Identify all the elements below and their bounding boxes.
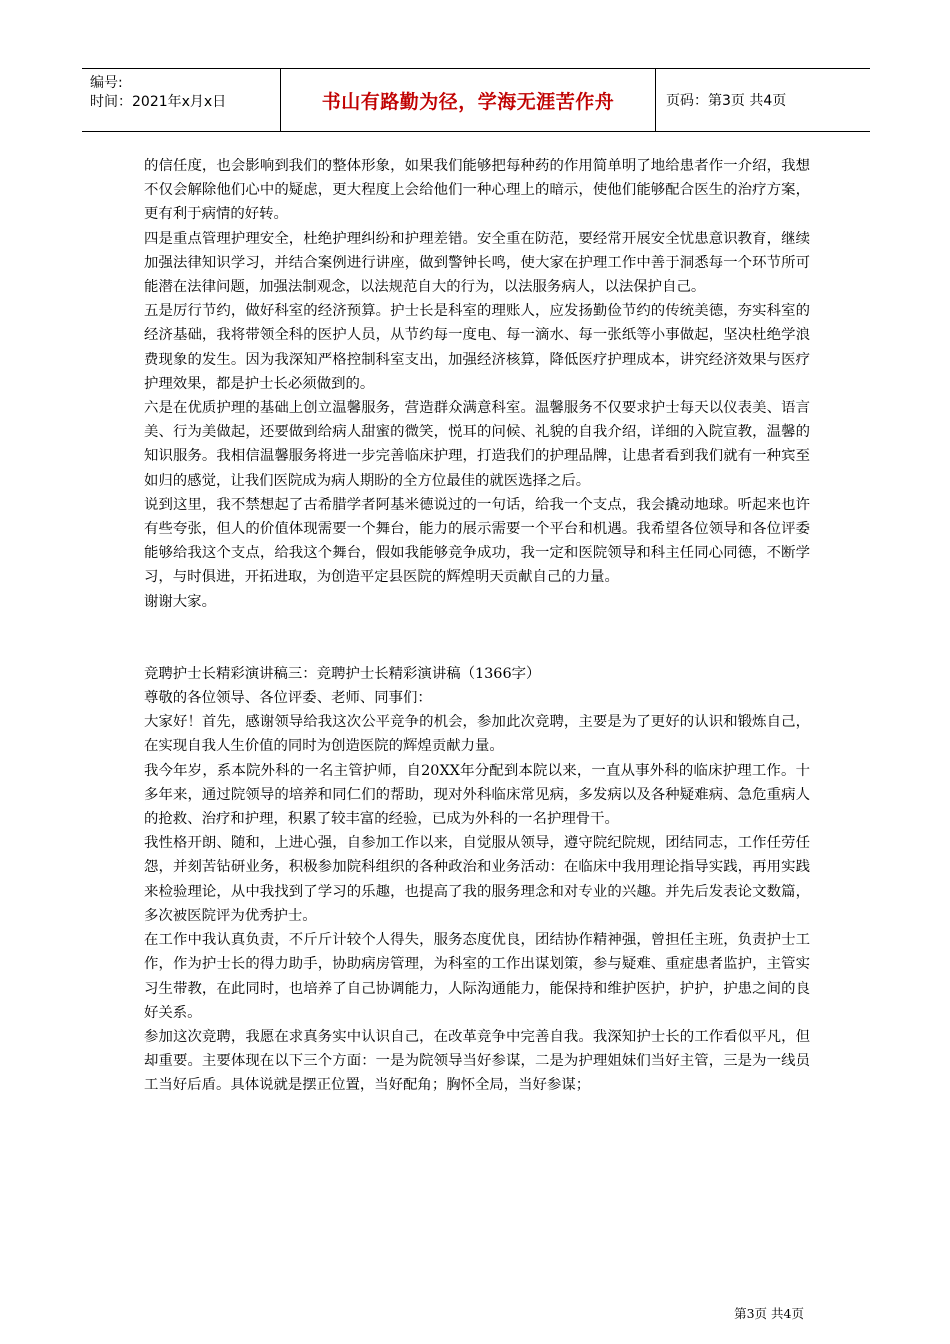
page-footer: 第3页 共4页: [734, 1306, 804, 1321]
document-number-label: 编号:: [90, 75, 123, 91]
body-paragraph: 大家好！首先，感谢领导给我这次公平竞争的机会，参加此次竞聘，主要是为了更好的认识和锻炼自己，在实现自我人生价值的同时为创造医院的辉煌贡献力量。: [144, 714, 810, 755]
section-title: 竞聘护士长精彩演讲稿三：竞聘护士长精彩演讲稿（1366字）: [144, 665, 541, 682]
body-paragraph: 我今年岁，系本院外科的一名主管护师，自20XX年分配到本院以来，一直从事外科的临床护理工作。十多年来，通过院领导的培养和同仁们的帮助，现对外科临床常见病，多发病以及各种疑难病、急危重病人的抢救、治疗和护理，积累了较丰富的经验，已成为外科的一名护理骨干。: [144, 762, 810, 828]
section-spacer: [144, 614, 810, 662]
body-paragraph: 说到这里，我不禁想起了古希腊学者阿基米德说过的一句话，给我一个支点，我会撬动地球。听起来也许有些夸张，但人的价值体现需要一个舞台，能力的展示需要一个平台和机遇。我希望各位领导和各位评委能够给我这个支点，给我这个舞台，假如我能够竞争成功，我一定和医院领导和科主任同心同德，不断学习，与时俱进，开拓进取，为创造平定县医院的辉煌明天贡献自己的力量。: [144, 496, 810, 586]
body-paragraph: 参加这次竞聘，我愿在求真务实中认识自己，在改革竞争中完善自我。我深知护士长的工作看似平凡，但却重要。主要体现在以下三个方面：一是为院领导当好参谋，二是为护理姐妹们当好主管，三是为一线员工当好后盾。具体说就是摆正位置，当好配角；胸怀全局，当好参谋；: [144, 1028, 810, 1094]
closing-paragraph: 谢谢大家。: [144, 593, 216, 610]
header-motto: 书山有路勤为径，学海无涯苦作舟: [281, 69, 656, 131]
header-page-cell: [656, 69, 870, 131]
document-body: [144, 154, 810, 1098]
body-paragraph: 的信任度，也会影响到我们的整体形象，如果我们能够把每种药的作用简单明了地给患者作一介绍，我想不仅会解除他们心中的疑虑，更大程度上会给他们一种心理上的暗示，使他们能够配合医生的治疗方案，更有利于病情的好转。: [144, 158, 810, 223]
document-date-label: 时间：2021年x月x日: [90, 94, 227, 110]
body-paragraph: 在工作中我认真负责，不斤斤计较个人得失，服务态度优良，团结协作精神强，曾担任主班，负责护士工作，作为护士长的得力助手，协助病房管理，为科室的工作出谋划策，参与疑难、重症患者监护，主管实习生带教，在此同时，也培养了自己协调能力，人际沟通能力，能保持和维护医护，护护，护患之间的良好关系。: [144, 932, 810, 1021]
body-paragraph: 五是厉行节约，做好科室的经济预算。护士长是科室的理账人，应发扬勤俭节约的传统美德，夯实科室的经济基础，我将带领全科的医护人员，从节约每一度电、每一滴水、每一张纸等小事做起，坚决杜绝学浪费现象的发生。因为我深知严格控制科室支出，加强经济核算，降低医疗护理成本，讲究经济效果与医疗护理效果，都是护士长必须做到的。: [144, 303, 810, 392]
header-info-cell: [82, 69, 281, 131]
header-page-number: 页码：第3页 共4页: [666, 93, 787, 109]
body-paragraph: 我性格开朗、随和，上进心强，自参加工作以来，自觉服从领导，遵守院纪院规，团结同志，工作任劳任怨，并刻苦钻研业务，积极参加院科组织的各种政治和业务活动：在临床中我用理论指导实践，再用实践来检验理论，从中我找到了学习的乐趣，也提高了我的服务理念和对专业的兴趣。并先后发表论文数篇，多次被医院评为优秀护士。: [144, 835, 810, 924]
salutation: 尊敬的各位领导、各位评委、老师、同事们：: [144, 690, 432, 707]
body-paragraph: 四是重点管理护理安全，杜绝护理纠纷和护理差错。安全重在防范，要经常开展安全忧患意识教育，继续加强法律知识学习，并结合案例进行讲座，做到警钟长鸣，使大家在护理工作中善于洞悉每一个环节所可能潜在法律问题，加强法制观念，以法规范自大的行为，以法服务病人，以法保护自己。: [144, 230, 810, 296]
body-paragraph: 六是在优质护理的基础上创立温馨服务，营造群众满意科室。温馨服务不仅要求护士每天以仪表美、语言美、行为美做起，还要做到给病人甜蜜的微笑，悦耳的问候、礼貌的自我介绍，详细的入院宣教，温馨的知识服务。我相信温馨服务将进一步完善临床护理，打造我们的护理品牌，让患者看到我们就有一种宾至如归的感觉，让我们医院成为病人期盼的全方位最佳的就医选择之后。: [144, 400, 810, 489]
page-header: [82, 68, 870, 132]
